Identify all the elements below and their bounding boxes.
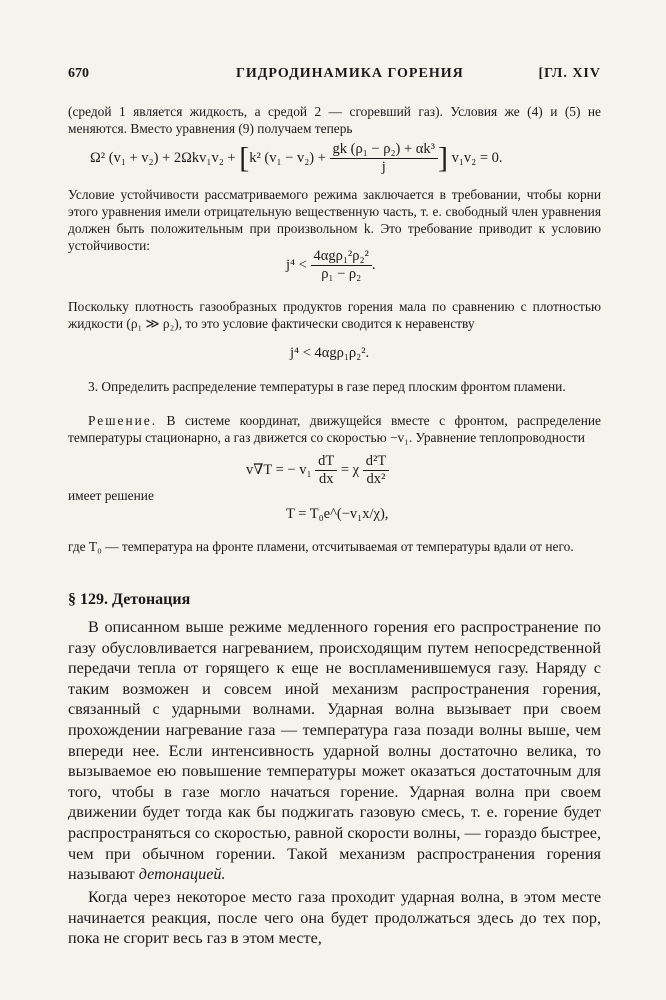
paragraph-text: Когда через некоторое место газа проходит ударная волна, в этом месте начинается реакция, после чего она будет продолжаться здесь до тех пор, пока не сгорит весь газ в этом месте, — [68, 888, 601, 948]
eq-left: v∇T = − v₁ — [246, 461, 312, 478]
body-paragraph-1 — [68, 617, 601, 885]
section-heading: § 129. Детонация — [68, 591, 191, 608]
solution-body: В системе координат, движущейся вместе с фронтом, распределение температуры стационарно, а газ движется со скоростью −v₁. Уравнение теплопроводности — [68, 413, 601, 445]
eq-denominator: j — [381, 159, 386, 175]
equation-stability — [286, 248, 376, 283]
eq-denominator: ρ₁ − ρ₂ — [321, 266, 362, 282]
eq-fraction-1 — [315, 453, 337, 488]
eq-numerator: d²T — [363, 453, 389, 471]
eq-denominator: dx — [318, 471, 334, 487]
eq-text: j⁴ < 4αgρ₁ρ₂². — [290, 345, 370, 361]
page-number: 670 — [68, 66, 89, 81]
bracket-close: ] — [437, 141, 448, 175]
equation-inequality — [290, 345, 369, 362]
eq-left: Ω² (v₁ + v₂) + 2Ωkv₁v₂ + — [90, 149, 236, 166]
eq-left: j⁴ < — [286, 256, 307, 273]
paragraph-text: имеет решение — [68, 488, 154, 503]
solution-paragraph — [68, 412, 601, 446]
paragraph-intro — [68, 103, 601, 137]
paragraph-density — [68, 298, 601, 332]
eq-denominator: dx² — [366, 471, 386, 487]
running-title: ГИДРОДИНАМИКА ГОРЕНИЯ — [236, 66, 464, 81]
paragraph-text: Условие устойчивости рассматриваемого режима заключается в требовании, чтобы корни этого уравнения имели отрицательную вещественную часть, т. е. свободный член уравнения должен быть положительным при произвольном k. Это требование приводит к условию устойчивости: — [68, 187, 601, 253]
problem-3 — [68, 378, 601, 395]
eq-text: T = T₀e^(−v₁x/χ), — [286, 506, 389, 522]
equation-heat — [246, 453, 389, 488]
eq-numerator: 4αgρ₁²ρ₂² — [311, 248, 372, 266]
eq-numerator: dT — [315, 453, 337, 471]
eq-numerator: gk (ρ₁ − ρ₂) + αk³ — [330, 141, 438, 159]
equation-solution — [286, 506, 388, 523]
eq-fraction-2 — [363, 453, 389, 488]
body-paragraph-2 — [68, 887, 601, 949]
eq-bracket-a: k² (v₁ − v₂) + — [249, 149, 326, 166]
bracket-open: [ — [239, 141, 250, 175]
solution-text — [68, 412, 601, 446]
body-text: В описанном выше режиме медленного горения его распространение по газу обусловливается нагреванием, происходящим путем непосредственной передачи тепла от горящего к еще не воспламенившемуся газу. Наряду с таким возможен и совсем иной механизм распространения горения, связанный с ударными волнами. Ударная волна вызывает при своем прохождении нагревание газа — температура газа позади волны выше, чем впереди нее. Если интенсивность ударной волны достаточно велика, то вызываемое ею повышение температуры может оказаться достаточным для того, чтобы в газе могло начаться горение. Ударная волна при своем движении будет тогда как бы поджигать газовую смесь, т. е. горение будет распространяться со скоростью, равной скорости волны, — гораздо быстрее, чем при обычном горении. Такой механизм распространения горения называют — [68, 618, 601, 884]
equation-dispersion — [90, 141, 503, 176]
paragraph-where — [68, 538, 601, 555]
eq-end: . — [371, 256, 376, 273]
has-solution-line — [68, 487, 601, 504]
eq-fraction — [311, 248, 372, 283]
problem-text: 3. Определить распределение температуры в газе перед плоским фронтом пламени. — [88, 379, 566, 394]
running-header — [68, 66, 601, 86]
eq-right: v₁v₂ = 0. — [451, 149, 503, 166]
term-detonation: детонацией. — [138, 865, 226, 884]
paragraph-text: Поскольку плотность газообразных продуктов горения мала по сравнению с плотностью жидкости (ρ₁ ≫ ρ₂), то это условие фактически сводится к неравенству — [68, 299, 601, 331]
eq-mid: = χ — [340, 461, 360, 478]
eq-fraction — [330, 141, 438, 176]
paragraph-text: (средой 1 является жидкость, а средой 2 — сгоревший газ). Условия же (4) и (5) не меняются. Вместо уравнения (9) получаем теперь — [68, 104, 601, 136]
paragraph-stability — [68, 186, 601, 254]
paragraph-text: где T₀ — температура на фронте пламени, отсчитываемая от температуры вдали от него. — [68, 539, 574, 554]
solution-label: Решение. — [88, 413, 158, 428]
paragraph-text — [68, 617, 601, 885]
chapter-label: [ГЛ. XIV — [538, 66, 601, 81]
